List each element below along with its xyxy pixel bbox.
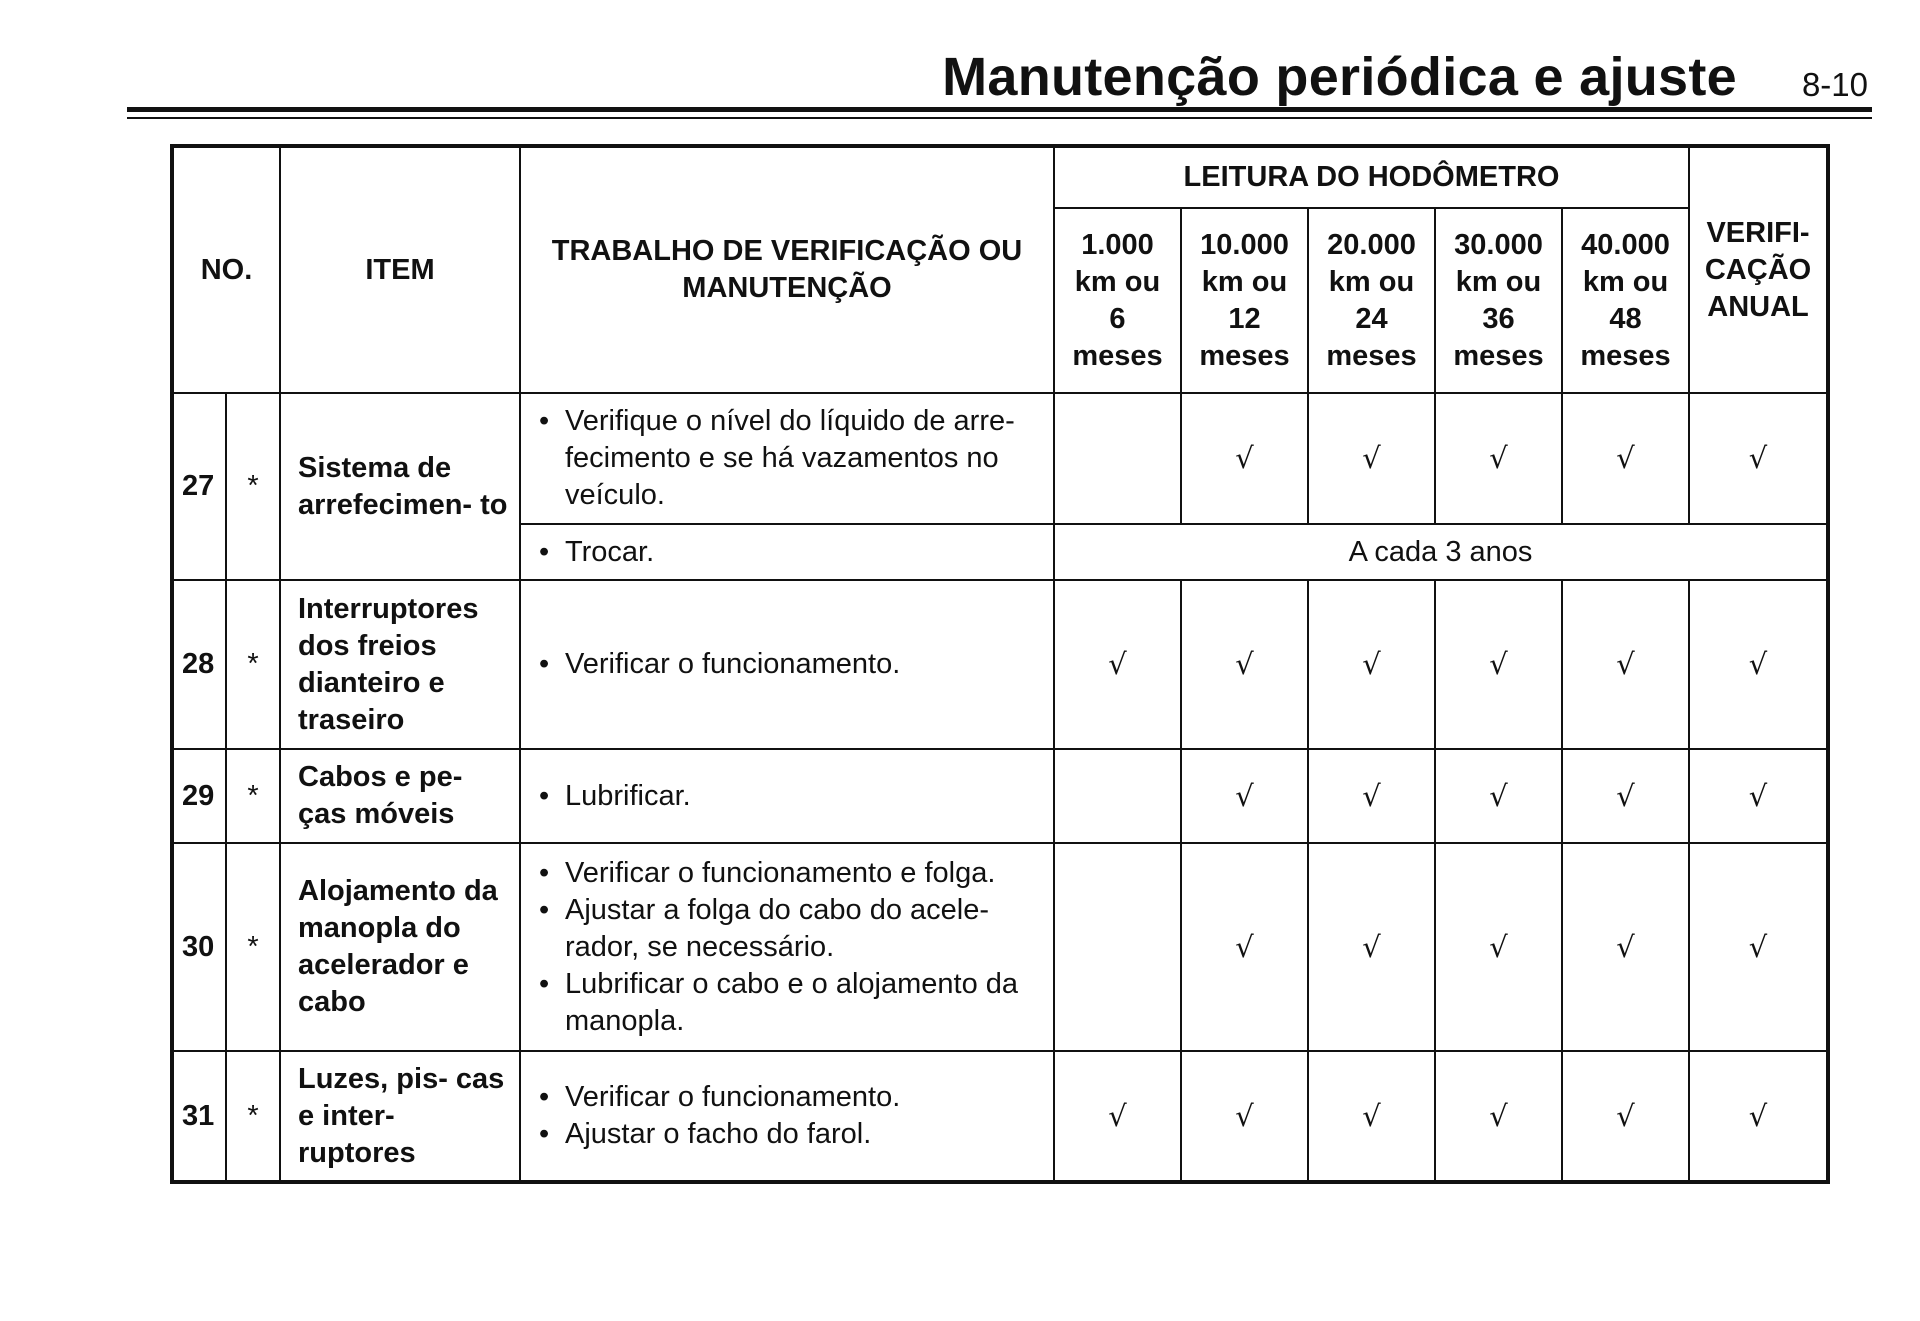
row-number: 29 bbox=[172, 749, 226, 843]
task-bullet bbox=[539, 1116, 1041, 1153]
check-mark: √ bbox=[1689, 843, 1828, 1051]
check-mark: √ bbox=[1181, 843, 1308, 1051]
row-item: Luzes, pis- cas e inter- ruptores bbox=[280, 1051, 520, 1182]
check-mark: √ bbox=[1054, 1051, 1181, 1182]
interval-km: 30.000 bbox=[1454, 228, 1543, 261]
row-star: * bbox=[226, 1051, 280, 1182]
table-row-28 bbox=[172, 580, 1828, 749]
interval-months: 36 bbox=[1482, 302, 1515, 335]
interval-km: 1.000 bbox=[1081, 228, 1154, 261]
interval-unit: km ou bbox=[1074, 265, 1161, 298]
bullet-dot: • bbox=[539, 856, 550, 889]
check-mark: √ bbox=[1054, 580, 1181, 749]
row-item: Alojamento da manopla do acelerador e cabo bbox=[280, 843, 520, 1051]
check-mark: √ bbox=[1181, 749, 1308, 843]
interval-unit: km ou bbox=[1328, 265, 1415, 298]
task-text: Verificar o funcionamento. bbox=[565, 648, 901, 680]
check-mark: √ bbox=[1562, 393, 1689, 524]
row-work bbox=[520, 524, 1054, 580]
bullet-dot: • bbox=[539, 967, 550, 1000]
page-header bbox=[127, 40, 1872, 120]
check-mark: √ bbox=[1435, 1051, 1562, 1182]
row-number: 30 bbox=[172, 843, 226, 1051]
row-star: * bbox=[226, 749, 280, 843]
bullet-dot: • bbox=[539, 779, 550, 812]
interval-months-label: meses bbox=[1453, 339, 1544, 372]
interval-km: 20.000 bbox=[1327, 228, 1416, 261]
interval-months-label: meses bbox=[1199, 339, 1290, 372]
row-item: Interruptores dos freios dianteiro e traseiro bbox=[280, 580, 520, 749]
interval-unit: km ou bbox=[1582, 265, 1669, 298]
row-work bbox=[520, 1051, 1054, 1182]
row-star: * bbox=[226, 843, 280, 1051]
bullet-dot: • bbox=[539, 535, 550, 568]
check-cell-empty bbox=[1054, 393, 1181, 524]
task-text: Lubrificar o cabo e o alojamento da manopla. bbox=[565, 967, 1019, 1037]
page-number: 8-10 bbox=[1801, 66, 1868, 103]
check-mark: √ bbox=[1689, 749, 1828, 843]
page-title: Manutenção periódica e ajuste bbox=[942, 47, 1737, 107]
interval-months-label: meses bbox=[1072, 339, 1163, 372]
interval-unit: km ou bbox=[1455, 265, 1542, 298]
header-interval-40000 bbox=[1562, 208, 1689, 393]
check-mark: √ bbox=[1308, 393, 1435, 524]
task-text: Verifique o nível do líquido de arre- fecimento e se há vazamentos no veículo. bbox=[565, 405, 1015, 511]
table-row-29 bbox=[172, 749, 1828, 843]
task-text: Trocar. bbox=[565, 535, 655, 568]
bullet-dot: • bbox=[539, 1081, 550, 1113]
task-bullet bbox=[539, 534, 1041, 571]
task-text: Verificar o funcionamento e folga. bbox=[565, 856, 996, 889]
interval-months-label: meses bbox=[1326, 339, 1417, 372]
header-interval-10000 bbox=[1181, 208, 1308, 393]
check-mark: √ bbox=[1689, 1051, 1828, 1182]
header-work: TRABALHO DE VERIFICAÇÃO OU MANUTENÇÃO bbox=[520, 146, 1054, 393]
row-work bbox=[520, 393, 1054, 524]
row-work bbox=[520, 580, 1054, 749]
interval-months: 6 bbox=[1109, 302, 1126, 335]
task-text: Ajustar o facho do farol. bbox=[565, 1118, 872, 1150]
interval-note: A cada 3 anos bbox=[1054, 524, 1828, 580]
interval-km: 40.000 bbox=[1581, 228, 1670, 261]
table-row-30 bbox=[172, 843, 1828, 1051]
row-star: * bbox=[226, 393, 280, 580]
task-bullet bbox=[539, 855, 1041, 892]
check-mark: √ bbox=[1562, 1051, 1689, 1182]
task-bullet bbox=[539, 1079, 1041, 1116]
check-mark: √ bbox=[1181, 580, 1308, 749]
task-bullet bbox=[539, 646, 1041, 683]
header-interval-30000 bbox=[1435, 208, 1562, 393]
row-work bbox=[520, 843, 1054, 1051]
interval-unit: km ou bbox=[1201, 265, 1288, 298]
header-rule-thick bbox=[127, 107, 1872, 112]
header-interval-1000 bbox=[1054, 208, 1181, 393]
check-mark: √ bbox=[1689, 393, 1828, 524]
bullet-dot: • bbox=[539, 648, 550, 680]
bullet-dot: • bbox=[539, 1118, 550, 1150]
check-mark: √ bbox=[1689, 580, 1828, 749]
check-mark: √ bbox=[1308, 1051, 1435, 1182]
task-text: Lubrificar. bbox=[565, 779, 691, 812]
task-bullet bbox=[539, 892, 1041, 966]
interval-km: 10.000 bbox=[1200, 228, 1289, 261]
check-mark: √ bbox=[1435, 393, 1562, 524]
task-text: Ajustar a folga do cabo do acele- rador, se necessário. bbox=[565, 893, 989, 963]
check-mark: √ bbox=[1562, 580, 1689, 749]
interval-months: 24 bbox=[1355, 302, 1388, 335]
row-number: 28 bbox=[172, 580, 226, 749]
bullet-dot: • bbox=[539, 893, 550, 926]
check-mark: √ bbox=[1435, 749, 1562, 843]
check-mark: √ bbox=[1562, 843, 1689, 1051]
row-work bbox=[520, 749, 1054, 843]
header-rule-thin bbox=[127, 117, 1872, 119]
task-bullet bbox=[539, 778, 1041, 815]
check-cell-empty bbox=[1054, 843, 1181, 1051]
task-text: Verificar o funcionamento. bbox=[565, 1081, 901, 1113]
check-mark: √ bbox=[1308, 749, 1435, 843]
interval-months: 48 bbox=[1609, 302, 1642, 335]
table-row-31 bbox=[172, 1051, 1828, 1182]
maintenance-table bbox=[170, 144, 1830, 1184]
header-interval-20000 bbox=[1308, 208, 1435, 393]
header-item: ITEM bbox=[280, 146, 520, 393]
check-mark: √ bbox=[1308, 580, 1435, 749]
task-bullet bbox=[539, 403, 1041, 514]
table-row-27 bbox=[172, 393, 1828, 524]
row-item: Sistema de arrefecimen- to bbox=[280, 393, 520, 580]
row-star: * bbox=[226, 580, 280, 749]
interval-months-label: meses bbox=[1580, 339, 1671, 372]
check-mark: √ bbox=[1308, 843, 1435, 1051]
task-bullet bbox=[539, 966, 1041, 1040]
bullet-dot: • bbox=[539, 405, 550, 437]
interval-months: 12 bbox=[1228, 302, 1261, 335]
check-cell-empty bbox=[1054, 749, 1181, 843]
check-mark: √ bbox=[1562, 749, 1689, 843]
header-annual: VERIFI- CAÇÃO ANUAL bbox=[1689, 146, 1828, 393]
check-mark: √ bbox=[1181, 1051, 1308, 1182]
row-item: Cabos e pe- ças móveis bbox=[280, 749, 520, 843]
header-odometer: LEITURA DO HODÔMETRO bbox=[1054, 146, 1689, 208]
row-number: 31 bbox=[172, 1051, 226, 1182]
check-mark: √ bbox=[1181, 393, 1308, 524]
header-no: NO. bbox=[172, 146, 280, 393]
check-mark: √ bbox=[1435, 580, 1562, 749]
check-mark: √ bbox=[1435, 843, 1562, 1051]
row-number: 27 bbox=[172, 393, 226, 580]
